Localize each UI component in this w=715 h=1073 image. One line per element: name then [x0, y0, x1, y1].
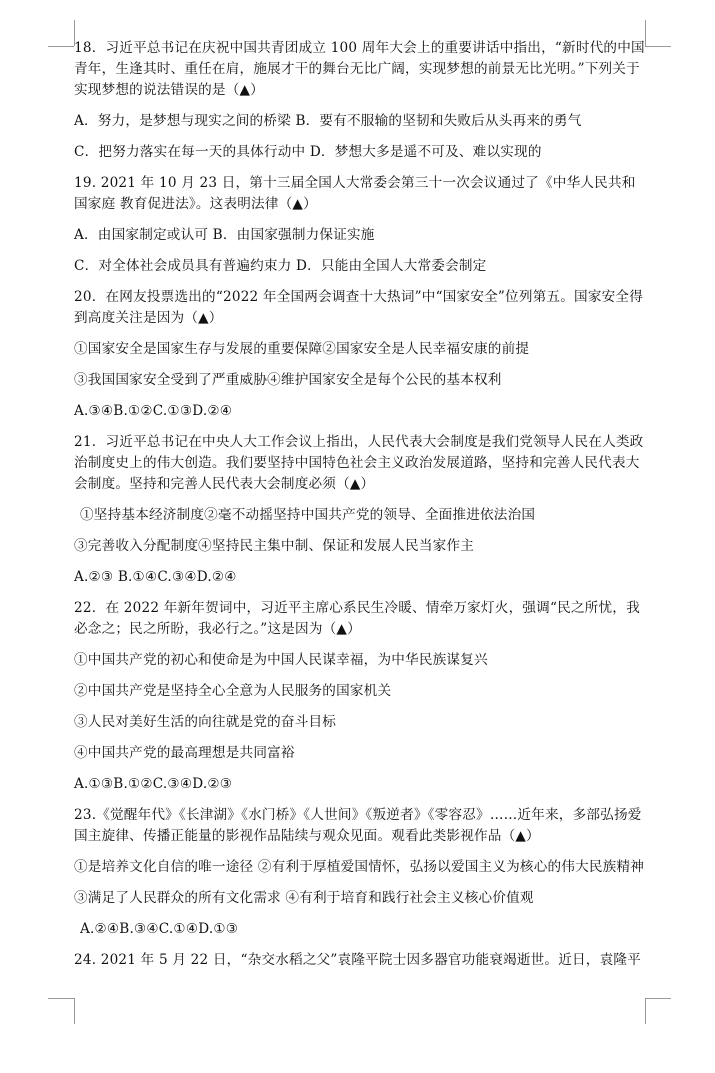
question-18-options-cd: C．把努力落实在每一天的具体行动中 D．梦想大多是遥不可及、难以实现的 [74, 144, 542, 160]
crop-mark-top-left-h [48, 46, 74, 47]
question-20-statements-12: ①国家安全是国家生存与发展的重要保障②国家安全是人民幸福安康的前提 [74, 341, 530, 357]
crop-mark-top-right-h [645, 46, 671, 47]
question-21-stem: 21．习近平总书记在中央人大工作会议上指出，人民代表大会制度是我们党领导人民在人类政治制度史上的伟大创造。我们要坚持中国特色社会主义政治发展道路，坚持和完善人民代表大会制度。坚持和完善人民代表大会制度必须（▲） [74, 434, 644, 492]
question-19-options-cd: C．对全体社会成员具有普遍约束力 D．只能由全国人大常委会制定 [74, 258, 487, 274]
question-21-statements-12: ①坚持基本经济制度②毫不动摇坚持中国共产党的领导、全面推进依法治国 [80, 507, 536, 523]
question-23-stem: 23.《觉醒年代》《长津湖》《水门桥》《人世间》《叛逆者》《零容忍》……近年来，多部弘扬爱国主旋律、传播正能量的影视作品陆续与观众见面。观看此类影视作品（▲） [74, 807, 642, 844]
question-19-options-ab: A．由国家制定或认可 B．由国家强制力保证实施 [74, 227, 375, 243]
crop-mark-bottom-left-v [74, 998, 75, 1024]
question-23-statements-34: ③满足了人民群众的所有文化需求 ④有利于培育和践行社会主义核心价值观 [74, 890, 534, 906]
question-21-statements-34: ③完善收入分配制度④坚持民主集中制、保证和发展人民当家作主 [74, 538, 475, 554]
question-20-choices: A.③④B.①②C.①③D.②④ [74, 403, 233, 419]
crop-mark-bottom-left-h [48, 998, 74, 999]
question-20-statements-34: ③我国国家安全受到了严重威胁④维护国家安全是每个公民的基本权利 [74, 372, 502, 388]
question-18-options-ab: A．努力，是梦想与现实之间的桥梁 B．要有不服输的坚韧和失败后从头再来的勇气 [74, 113, 582, 129]
question-21-choices: A.②③ B.①④C.③④D.②④ [74, 569, 237, 585]
question-23-choices: A.②④B.③④C.①④D.①③ [80, 921, 239, 937]
crop-mark-bottom-right-h [645, 998, 671, 999]
question-22-statement-4: ④中国共产党的最高理想是共同富裕 [74, 745, 295, 761]
question-24-stem: 24. 2021 年 5 月 22 日，“杂交水稻之父”袁隆平院士因多器官功能衰竭逝世。近日，袁隆平 [74, 952, 641, 968]
question-18-stem: 18．习近平总书记在庆祝中国共青团成立 100 周年大会上的重要讲话中指出，“新时代的中国青年，生逢其时、重任在肩，施展才干的舞台无比广阔，实现梦想的前景无比光明。”下列关于实现梦想的说法错误的是（▲） [74, 40, 645, 98]
crop-mark-bottom-right-v [645, 998, 646, 1024]
question-19-stem: 19. 2021 年 10 月 23 日，第十三届全国人大常委会第三十一次会议通过了《中华人民共和国家庭 教育促进法》。这表明法律（▲） [74, 175, 636, 212]
question-22-statement-2: ②中国共产党是坚持全心全意为人民服务的国家机关 [74, 683, 392, 699]
question-20-stem: 20．在网友投票选出的“2022 年全国两会调查十大热词”中“国家安全”位列第五。国家安全得到高度关注是因为（▲） [74, 289, 643, 326]
question-22-stem: 22．在 2022 年新年贺词中，习近平主席心系民生冷暖、情牵万家灯火，强调“民之所忧，我必念之；民之所盼，我必行之。”这是因为（▲） [74, 600, 640, 637]
question-22-statement-1: ①中国共产党的初心和使命是为中国人民谋幸福，为中华民族谋复兴 [74, 652, 488, 668]
document-body [74, 38, 646, 981]
question-23-statements-12: ①是培养文化自信的唯一途径 ②有利于厚植爱国情怀，弘扬以爱国主义为核心的伟大民族精神 [74, 859, 645, 875]
question-22-choices: A.①③B.①②C.③④D.②③ [74, 776, 233, 792]
question-22-statement-3: ③人民对美好生活的向往就是党的奋斗目标 [74, 714, 337, 730]
